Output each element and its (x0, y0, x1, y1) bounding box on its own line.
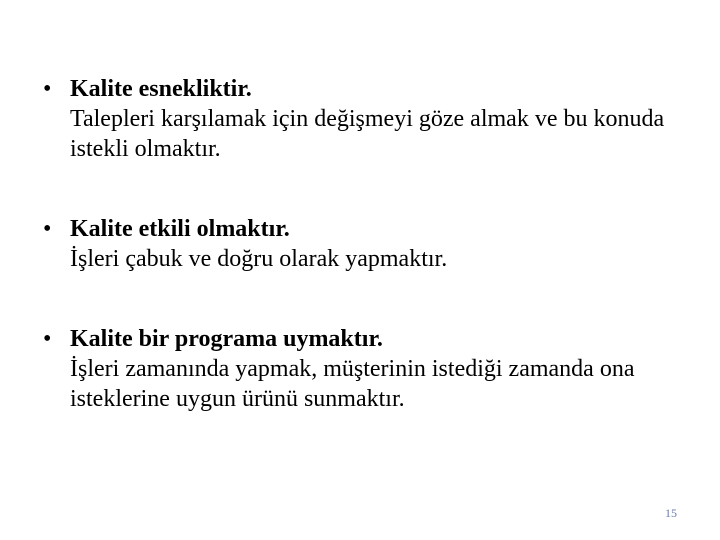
bullet-list (43, 74, 693, 414)
bullet-heading: Kalite bir programa uymaktır. (70, 326, 383, 352)
bullet-dot-icon: • (43, 76, 52, 102)
bullet-item (43, 324, 693, 414)
bullet-item (43, 74, 693, 164)
bullet-dot-icon: • (43, 326, 52, 352)
bullet-body: İşleri zamanında yapmak, müşterinin istediği zamanda ona isteklerine uygun ürünü sunmaktır. (70, 356, 635, 412)
page-number: 15 (665, 506, 677, 520)
bullet-heading: Kalite etkili olmaktır. (70, 216, 290, 242)
bullet-heading: Kalite esnekliktir. (70, 76, 252, 102)
bullet-item (43, 214, 693, 274)
bullet-body: İşleri çabuk ve doğru olarak yapmaktır. (70, 246, 448, 272)
bullet-body: Talepleri karşılamak için değişmeyi göze almak ve bu konuda istekli olmaktır. (70, 106, 665, 162)
bullet-dot-icon: • (43, 216, 52, 242)
